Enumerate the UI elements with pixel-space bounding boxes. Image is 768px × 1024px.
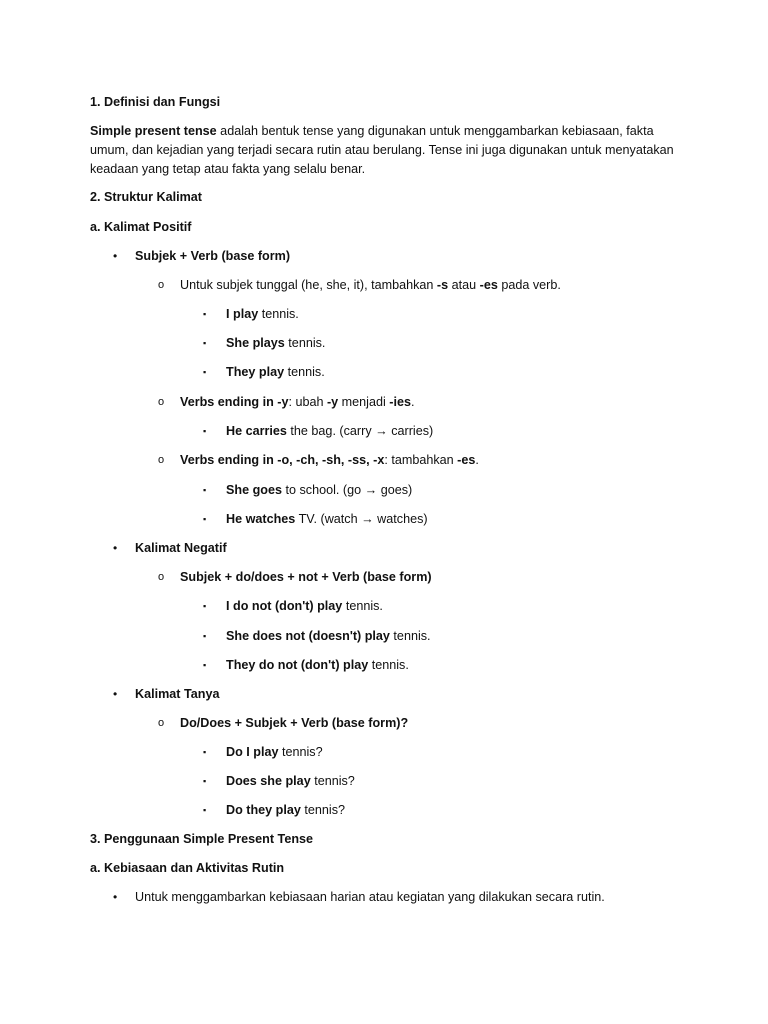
example-text: TV. (watch → watches) (295, 512, 428, 526)
rule-text: atau (448, 278, 480, 292)
square-marker: ▪ (203, 601, 207, 611)
circle-marker: o (158, 454, 165, 466)
rule-bold: -ies (389, 395, 411, 409)
example-item (226, 422, 433, 440)
circle-marker: o (158, 717, 165, 729)
example-bold: He watches (226, 512, 296, 526)
circle-marker: o (158, 571, 165, 583)
negative-heading: Kalimat Negatif (135, 541, 227, 555)
intro-paragraph (90, 122, 690, 179)
subheading-positive: a. Kalimat Positif (90, 220, 192, 234)
rule-singular-subject (180, 276, 561, 294)
square-marker: ▪ (203, 338, 207, 348)
rule-text: : ubah (288, 395, 327, 409)
example-bold: Do they play (226, 803, 301, 817)
example-text: tennis. (368, 658, 409, 672)
example-bold: They play (226, 365, 285, 379)
rule-text: pada verb. (497, 278, 561, 292)
square-marker: ▪ (203, 485, 207, 495)
rule-text: : tambahkan (384, 453, 458, 467)
example-item (226, 743, 323, 761)
example-item (226, 656, 409, 674)
circle-marker: o (158, 279, 165, 291)
example-text: tennis. (284, 365, 325, 379)
example-bold: She plays (226, 336, 285, 350)
intro-text: adalah bentuk tense yang digunakan untuk menggambarkan kebiasaan, fakta umum, dan kejadian yang terjadi secara rutin atau berulang. Tense ini juga digunakan untuk menyatakan keadaan yang tetap atau fakta yang selalu benar. (90, 124, 674, 176)
example-text: tennis? (310, 774, 355, 788)
example-item (226, 772, 355, 790)
example-bold: Does she play (226, 774, 311, 788)
circle-marker: o (158, 396, 165, 408)
usage-item: Untuk menggambarkan kebiasaan harian atau kegiatan yang dilakukan secara rutin. (135, 890, 605, 904)
example-bold: He carries (226, 424, 287, 438)
example-text: tennis. (389, 629, 431, 643)
square-marker: ▪ (203, 747, 207, 757)
example-item (226, 801, 345, 819)
example-item (226, 510, 428, 528)
subheading-habits: a. Kebiasaan dan Aktivitas Rutin (90, 861, 285, 875)
example-text: tennis. (284, 336, 326, 350)
intro-bold-term: Simple present tense (90, 124, 217, 138)
square-marker: ▪ (203, 660, 207, 670)
example-item (226, 597, 383, 615)
rule-text: . (411, 395, 415, 409)
square-marker: ▪ (203, 426, 207, 436)
positive-formula: Subjek + Verb (base form) (135, 249, 291, 263)
example-text: tennis? (278, 745, 323, 759)
rule-bold: Verbs ending in -y (180, 395, 289, 409)
rule-bold: Verbs ending in -o, -ch, -sh, -ss, -x (180, 453, 385, 467)
bullet-marker: • (113, 890, 118, 904)
example-item (226, 334, 325, 352)
rule-bold: -es (457, 453, 476, 467)
example-item (226, 627, 431, 645)
bullet-marker: • (113, 541, 118, 555)
example-item (226, 481, 412, 499)
rule-ending-es (180, 451, 479, 469)
square-marker: ▪ (203, 776, 207, 786)
negative-formula: Subjek + do/does + not + Verb (base form) (180, 570, 432, 584)
example-text: tennis. (342, 599, 383, 613)
suffix-es: -es (479, 278, 498, 292)
example-bold: Do I play (226, 745, 279, 759)
rule-ending-y (180, 393, 415, 411)
example-bold: I do not (don't) play (226, 599, 343, 613)
example-item (226, 363, 325, 381)
example-bold: They do not (don't) play (226, 658, 369, 672)
example-text: the bag. (carry → carries) (286, 424, 434, 438)
question-formula: Do/Does + Subjek + Verb (base form)? (180, 716, 409, 730)
section-heading-1: 1. Definisi dan Fungsi (90, 95, 221, 109)
square-marker: ▪ (203, 631, 207, 641)
square-marker: ▪ (203, 367, 207, 377)
section-heading-2: 2. Struktur Kalimat (90, 190, 202, 204)
rule-text: menjadi (338, 395, 390, 409)
example-bold: She does not (doesn't) play (226, 629, 390, 643)
rule-text: Untuk subjek tunggal (he, she, it), tambahkan (180, 278, 437, 292)
square-marker: ▪ (203, 514, 207, 524)
section-heading-3: 3. Penggunaan Simple Present Tense (90, 832, 314, 846)
example-text: tennis. (258, 307, 299, 321)
square-marker: ▪ (203, 309, 207, 319)
question-heading: Kalimat Tanya (135, 687, 220, 701)
bullet-marker: • (113, 687, 118, 701)
example-item (226, 305, 299, 323)
example-text: tennis? (300, 803, 345, 817)
example-text: to school. (go → goes) (282, 483, 413, 497)
example-bold: I play (226, 307, 259, 321)
suffix-s: -s (436, 278, 449, 292)
rule-bold: -y (326, 395, 339, 409)
bullet-marker: • (113, 249, 118, 263)
square-marker: ▪ (203, 805, 207, 815)
rule-text: . (475, 453, 479, 467)
example-bold: She goes (226, 483, 282, 497)
